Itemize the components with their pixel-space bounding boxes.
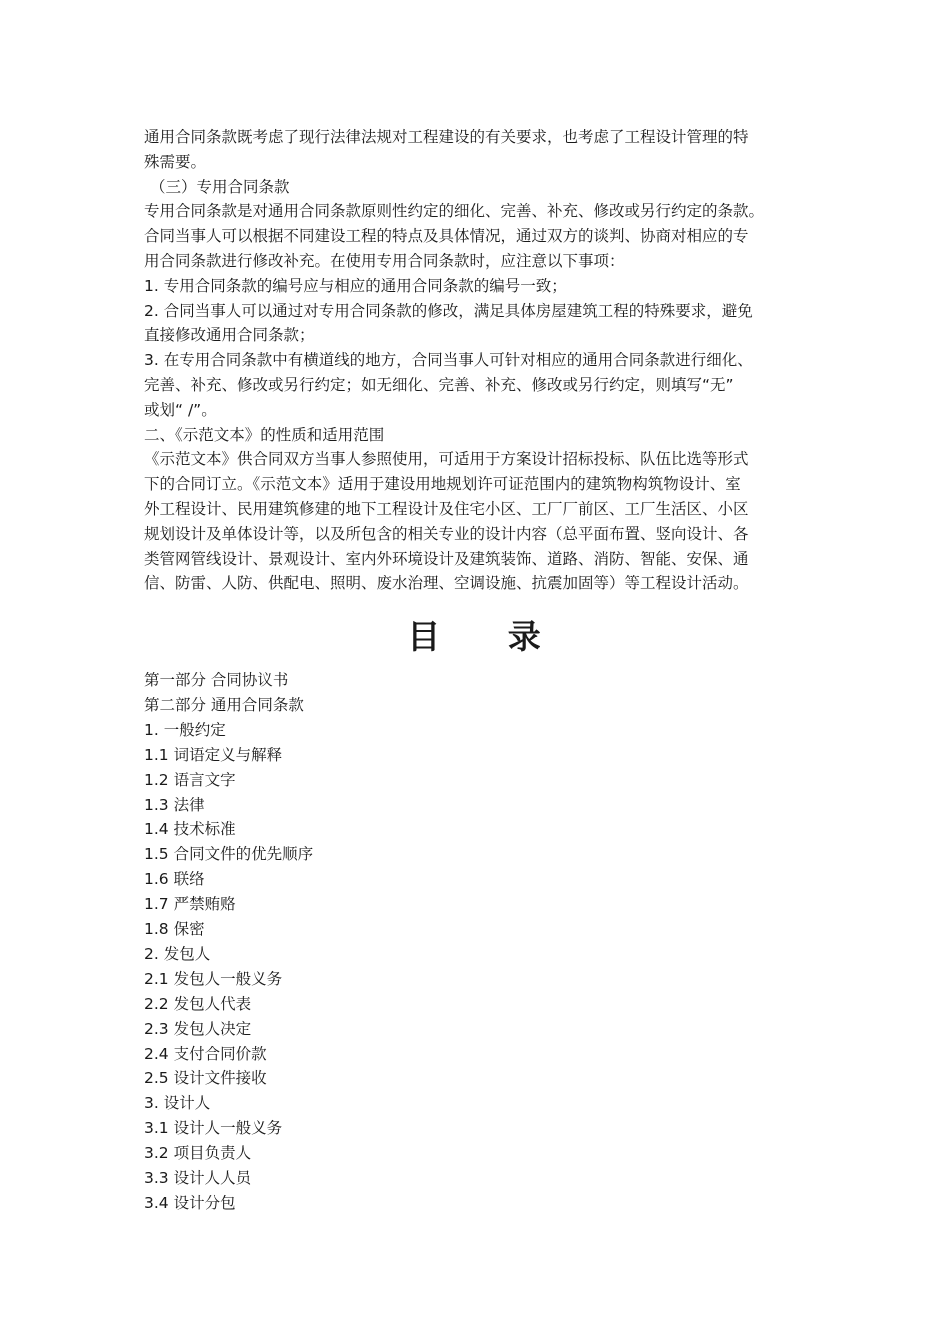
toc-item: 第一部分 合同协议书 bbox=[144, 671, 289, 690]
toc-item: 1.4 技术标准 bbox=[144, 820, 236, 839]
toc-item: 3.4 设计分包 bbox=[144, 1193, 236, 1212]
body-line: 2. 合同当事人可以通过对专用合同条款的修改，满足具体房屋建筑工程的特殊要求，避免 bbox=[144, 301, 753, 320]
toc-item: 2.5 设计文件接收 bbox=[144, 1069, 267, 1088]
body-line: 3. 在专用合同条款中有横道线的地方，合同当事人可针对相应的通用合同条款进行细化、 bbox=[144, 351, 753, 370]
toc-item: 1. 一般约定 bbox=[144, 720, 226, 739]
toc-item: 1.3 法律 bbox=[144, 795, 205, 814]
toc-item: 2. 发包人 bbox=[144, 944, 211, 963]
section-heading: 二、《示范文本》的性质和适用范围 bbox=[144, 425, 385, 444]
toc-item: 2.3 发包人决定 bbox=[144, 1019, 252, 1038]
body-line: 通用合同条款既考虑了现行法律法规对工程建设的有关要求，也考虑了工程设计管理的特 bbox=[144, 128, 749, 146]
toc-item: 1.7 严禁贿赂 bbox=[144, 895, 236, 914]
toc-title: 目 录 bbox=[407, 617, 569, 657]
body-line: 信、防雷、人防、供配电、照明、废水治理、空调设施、抗震加固等）等工程设计活动。 bbox=[144, 574, 749, 593]
body-line: 专用合同条款是对通用合同条款原则性约定的细化、完善、补充、修改或另行约定的条款。 bbox=[144, 202, 765, 221]
toc-item: 1.1 词语定义与解释 bbox=[144, 745, 283, 764]
toc-item: 3. 设计人 bbox=[144, 1094, 211, 1113]
body-line: 下的合同订立。《示范文本》适用于建设用地规划许可证范围内的建筑物构筑物设计、室 bbox=[144, 475, 741, 494]
toc-item: 1.5 合同文件的优先顺序 bbox=[144, 845, 314, 864]
body-line: 完善、补充、修改或另行约定；如无细化、完善、补充、修改或另行约定，则填写“无” bbox=[144, 375, 734, 394]
toc-item: 2.4 支付合同价款 bbox=[144, 1044, 267, 1063]
page-content bbox=[144, 125, 804, 1216]
body-line: 合同当事人可以根据不同建设工程的特点及具体情况，通过双方的谈判、协商对相应的专 bbox=[144, 227, 749, 246]
body-line: 1. 专用合同条款的编号应与相应的通用合同条款的编号一致； bbox=[144, 276, 567, 295]
toc-item: 2.2 发包人代表 bbox=[144, 994, 252, 1013]
body-line: 用合同条款进行修改补充。在使用专用合同条款时，应注意以下事项： bbox=[144, 251, 625, 270]
body-line: 外工程设计、民用建筑修建的地下工程设计及住宅小区、工厂厂前区、工厂生活区、小区 bbox=[144, 499, 749, 518]
body-line: 规划设计及单体设计等，以及所包含的相关专业的设计内容（总平面布置、竖向设计、各 bbox=[144, 524, 749, 543]
body-line: 殊需要。 bbox=[144, 152, 207, 171]
body-line: 类管网管线设计、景观设计、室内外环境设计及建筑装饰、道路、消防、智能、安保、通 bbox=[144, 549, 749, 568]
section-heading: （三）专用合同条款 bbox=[150, 177, 290, 196]
body-line: 或划“ /”。 bbox=[144, 400, 217, 419]
body-line: 直接修改通用合同条款； bbox=[144, 326, 315, 345]
toc-item: 1.8 保密 bbox=[144, 920, 205, 939]
toc-item: 1.6 联络 bbox=[144, 870, 205, 889]
toc-item: 3.1 设计人一般义务 bbox=[144, 1119, 283, 1138]
toc-item: 1.2 语言文字 bbox=[144, 770, 236, 789]
toc-item: 3.2 项目负责人 bbox=[144, 1144, 252, 1163]
table-of-contents bbox=[144, 668, 804, 1216]
toc-item: 2.1 发包人一般义务 bbox=[144, 969, 283, 988]
body-text bbox=[144, 125, 804, 596]
body-line: 《示范文本》供合同双方当事人参照使用，可适用于方案设计招标投标、队伍比选等形式 bbox=[144, 450, 749, 469]
toc-item: 3.3 设计人人员 bbox=[144, 1168, 252, 1187]
toc-item: 第二部分 通用合同条款 bbox=[144, 696, 304, 715]
